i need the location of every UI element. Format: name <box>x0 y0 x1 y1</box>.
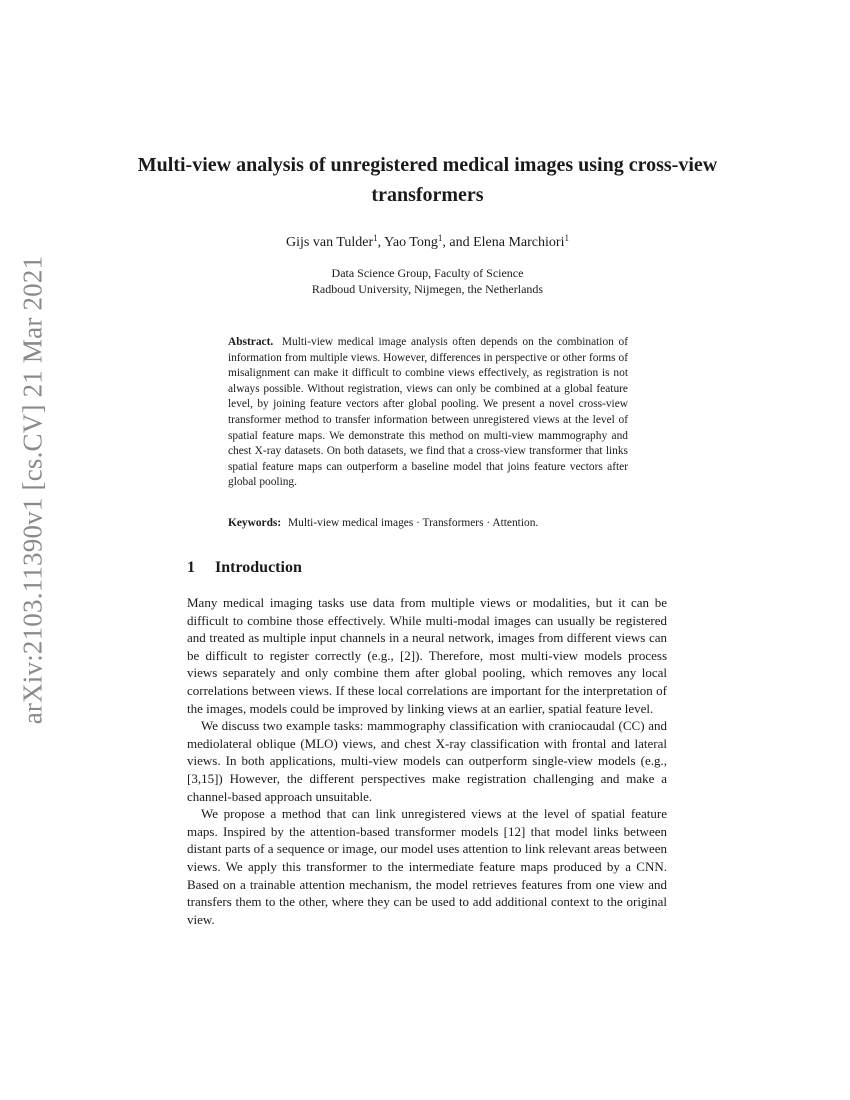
author-name: Elena Marchiori <box>473 235 565 250</box>
paper-title: Multi-view analysis of unregistered medical images using cross-view transformers <box>137 154 718 206</box>
arxiv-identifier-text: arXiv:2103.11390v1 [cs.CV] 21 Mar 2021 <box>17 255 48 725</box>
introduction-body <box>187 594 667 928</box>
keywords-label: Keywords: <box>228 517 282 529</box>
author-separator: , <box>377 235 385 250</box>
paragraph: Many medical imaging tasks use data from multiple views or modalities, but it can be difficult to combine those effectively. While multi-modal images can usually be registered and treated as multiple input channels in a neural network, images from different views can be difficult to register correctly (e.g., [2]). Therefore, most multi-view models process views separately and only combine them after global pooling, which removes any local correlations between views. If these local correlations are important for the interpretation of the images, models could be improved by linking views at an earlier, spatial feature level. <box>187 595 667 716</box>
arxiv-identifier-stamp <box>8 255 58 725</box>
section-title: Introduction <box>215 559 302 576</box>
paragraph: We discuss two example tasks: mammography classification with craniocaudal (CC) and mediolateral oblique (MLO) views, and chest X-ray classification with frontal and lateral views. In both applications, multi-view models can outperform single-view models (e.g., [3,15]) However, the different perspectives make registration challenging and make a channel-based approach unsuitable. <box>187 718 667 804</box>
abstract <box>228 335 628 491</box>
section-number: 1 <box>187 559 195 576</box>
author-name: Gijs van Tulder <box>286 235 374 250</box>
author-affiliation-mark: 1 <box>373 233 378 243</box>
affiliation <box>130 265 725 297</box>
abstract-label: Abstract. <box>228 336 274 348</box>
affiliation-line-2: Radboud University, Nijmegen, the Netherlands <box>311 282 544 296</box>
author-name: Yao Tong <box>384 235 438 250</box>
keywords <box>228 516 628 532</box>
author-affiliation-mark: 1 <box>564 233 569 243</box>
abstract-text: Multi-view medical image analysis often depends on the combination of information from multiple views. However, differences in perspective or other forms of misalignment can make it difficult to combine views effectively, as registration is not always possible. Without registration, views can only be combined at a global feature level, by joining feature vectors after global pooling. We present a novel cross-view transformer method to transfer information between unregistered views at the level of spatial feature maps. We demonstrate this method on multi-view mammography and chest X-ray datasets. On both datasets, we find that a cross-view transformer that links spatial feature maps can outperform a baseline model that joins feature vectors after global pooling. <box>228 336 628 489</box>
author-separator: , and <box>442 235 474 250</box>
section-heading <box>187 558 302 578</box>
keywords-text: Multi-view medical images · Transformers · Attention. <box>288 517 539 529</box>
author-affiliation-mark: 1 <box>437 233 443 243</box>
author-list <box>130 235 725 251</box>
paragraph: We propose a method that can link unregistered views at the level of spatial feature maps. Inspired by the attention-based transformer models [12] that model links between distant parts of a sequence or image, our model uses attention to link relevant areas between views. We apply this transformer to the intermediate feature maps produced by a CNN. Based on a trainable attention mechanism, the model retrieves features from one view and transfers them to the other, where they can be used to add additional context to the original view. <box>187 806 667 927</box>
affiliation-line-1: Data Science Group, Faculty of Science <box>331 266 524 280</box>
